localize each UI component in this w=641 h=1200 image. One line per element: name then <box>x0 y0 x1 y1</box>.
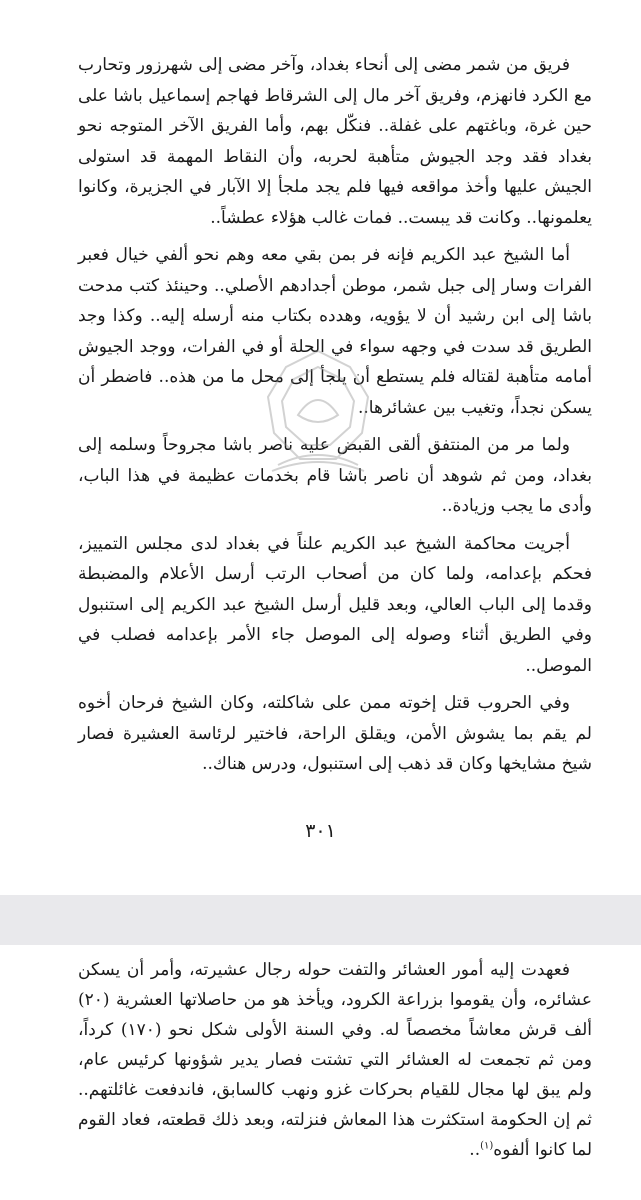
paragraph-5: وفي الحروب قتل إخوته ممن على شاكلته، وكان الشيخ فرحان أخوه لم يقم بما يشوش الأمن، ويقلق الراحة، فاختير لرئاسة العشيرة فصار شيخ مشايخها وكان قد ذهب إلى استنبول، ودرس هناك.. <box>78 693 592 774</box>
page-number: ٣٠١ <box>305 820 336 842</box>
paragraph-3: ولما مر من المنتفق ألقى القبض عليه ناصر باشا مجروحاً وسلمه إلى بغداد، ومن ثم شوهد أن ناصر باشا قام بخدمات عظيمة في هذا الباب، وأدى ما يجب وزيادة.. <box>78 435 592 516</box>
paragraph-continued <box>78 955 592 1165</box>
footnote-marker: (١) <box>480 1140 494 1152</box>
paragraph-ending: .. <box>469 1140 481 1160</box>
paragraph-4: أجريت محاكمة الشيخ عبد الكريم علناً في بغداد لدى مجلس التمييز، فحكم بإعدامه، ولما كان من أصحاب الرتب أرسل الأعلام والمضبطة وقدما إلى الباب العالي، وبعد قليل أرسل الشيخ عبد الكريم إلى استنبول وفي الطريق أثناء وصوله إلى الموصل جاء الأمر بإعدامه فصلب في الموصل.. <box>78 533 592 676</box>
page-301-text <box>78 50 592 787</box>
paragraph-2: أما الشيخ عبد الكريم فإنه فر بمن بقي معه وهم نحو ألفي خيال فعبر الفرات وسار إلى جبل شمر، موطن أجدادهم الأصلي.. وحينئذ كتب مدحت باشا إلى ابن رشيد أن لا يؤويه، وهدده بكتاب منه أرسله إليه.. وكذا وجد الطريق قد سدت في وجهه سواء في الحلة أو في الفرات، ووجد الجيوش أمامه متأهبة لقتاله فلم يستطع أن يلجأ إلى محل ما من هذه.. فاضطر أن يسكن نجداً، وتغيب بين عشائرها.. <box>78 245 592 418</box>
next-page-text <box>78 955 592 1172</box>
book-page-next <box>0 945 641 1200</box>
paragraph-continued-body: فعهدت إليه أمور العشائر والتفت حوله رجال عشيرته، وأمر أن يسكن عشائره، وأن يقوموا بزراعة الكرود، ويأخذ هو من حاصلاتها العشرية (٢٠) ألف قرش معاشاً مخصصاً له. وفي السنة الأولى شكل نحو (١٧٠) كرداً، ومن ثم تجمعت له العشائر التي تشتت فصار يدير شؤونها كرئيس عام، ولم يبق لها مجال للقيام بحركات غزو ونهب كالسابق، فاندفعت غائلتهم.. ثم إن الحكومة استكثرت هذا المعاش فنزلته، وبعد ذلك قطعته، فعاد القوم لما كانوا ألفوه <box>78 960 592 1160</box>
paragraph-1: فريق من شمر مضى إلى أنحاء بغداد، وآخر مضى إلى شهرزور وتحارب مع الكرد فانهزم، وفريق آخر مال إلى الشرقاط فهاجم إسماعيل باشا على حين غرة، وباغتهم على غفلة.. فنكّل بهم، وأما الفريق الآخر المتوجه نحو بغداد فقد وجد الجيوش متأهبة لحربه، وأن النقاط المهمة قد استولى الجيش عليها وأخذ مواقعه فيها فلم يجد ملجأ إلا الآبار في الجزيرة، وكانوا يعلمونها.. وكانت قد يبست.. فمات غالب هؤلاء عطشاً.. <box>78 55 592 228</box>
page-gap-divider <box>0 895 641 945</box>
